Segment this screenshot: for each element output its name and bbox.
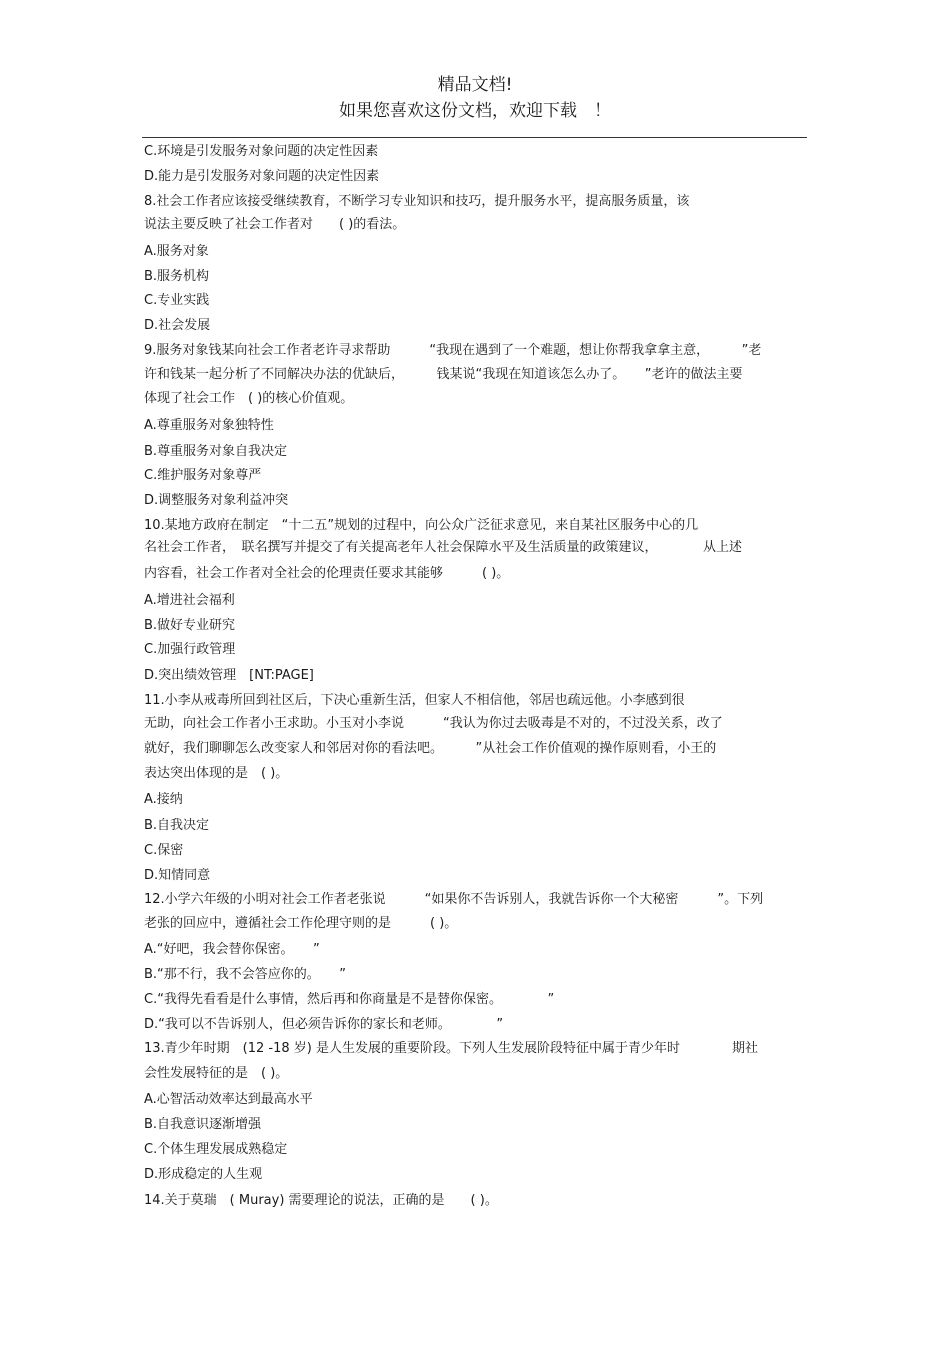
text-line: C.保密 <box>144 843 184 858</box>
text-line: A.接纳 <box>144 792 183 807</box>
text-line: 8.社会工作者应该接受继续教育，不断学习专业知识和技巧，提升服务水平，提高服务质量，该 <box>144 194 690 209</box>
text-line: C.加强行政管理 <box>144 642 236 657</box>
text-line: A.增进社会福利 <box>144 593 235 608</box>
header-subtitle: 如果您喜欢这份文档，欢迎下载 ！ <box>339 101 611 121</box>
text-line: 老张的回应中，遵循社会工作伦理守则的是 ( )。 <box>144 916 458 931</box>
text-line: C.环境是引发服务对象问题的决定性因素 <box>144 144 379 159</box>
text-line: 10.某地方政府在制定 “十二五”规划的过程中，向公众广泛征求意见，来自某社区服务中心的几 <box>144 518 699 533</box>
text-line: D.能力是引发服务对象问题的决定性因素 <box>144 169 380 184</box>
text-line: C.专业实践 <box>144 293 210 308</box>
text-line: D.知情同意 <box>144 868 211 883</box>
text-line: 14.关于莫瑞 ( Muray) 需要理论的说法，正确的是 ( )。 <box>144 1193 498 1208</box>
text-line: 无助，向社会工作者小王求助。小玉对小李说 “我认为你过去吸毒是不对的，不过没关系，改了 <box>144 716 723 731</box>
text-line: 就好，我们聊聊怎么改变家人和邻居对你的看法吧。 ”从社会工作价值观的操作原则看，小王的 <box>144 741 717 756</box>
text-line: 9.服务对象钱某向社会工作者老许寻求帮助 “我现在遇到了一个难题，想让你帮我拿拿主意， ”老 <box>144 343 762 358</box>
text-line: B.做好专业研究 <box>144 618 236 633</box>
text-line: A.心智活动效率达到最高水平 <box>144 1092 313 1107</box>
text-line: 名社会工作者， 联名撰写并提交了有关提高老年人社会保障水平及生活质量的政策建议， 从上述 <box>144 540 743 555</box>
text-line: 12.小学六年级的小明对社会工作者老张说 “如果你不告诉别人，我就告诉你一个大秘密 ”。下列 <box>144 892 764 907</box>
text-line: 11.小李从戒毒所回到社区后，下决心重新生活，但家人不相信他，邻居也疏远他。小李感到很 <box>144 693 685 708</box>
text-line: C.“我得先看看是什么事情，然后再和你商量是不是替你保密。 ” <box>144 992 555 1007</box>
text-line: B.尊重服务对象自我决定 <box>144 444 288 459</box>
text-line: D.“我可以不告诉别人，但必须告诉你的家长和老师。 ” <box>144 1017 504 1032</box>
text-line: 内容看，社会工作者对全社会的伦理责任要求其能够 ( )。 <box>144 566 510 581</box>
text-line: 许和钱某一起分析了不同解决办法的优缺后， 钱某说“我现在知道该怎么办了。 ”老许的做法主要 <box>144 367 743 382</box>
text-line: B.“那不行，我不会答应你的。 ” <box>144 967 347 982</box>
text-line: 说法主要反映了社会工作者对 ( )的看法。 <box>144 217 406 232</box>
text-line: B.自我意识逐渐增强 <box>144 1117 262 1132</box>
text-line: D.社会发展 <box>144 318 211 333</box>
header-title: 精品文档! <box>437 75 513 95</box>
text-line: C.个体生理发展成熟稳定 <box>144 1142 288 1157</box>
text-line: 表达突出体现的是 ( )。 <box>144 766 289 781</box>
text-line: A.“好吧，我会替你保密。 ” <box>144 942 320 957</box>
text-line: D.形成稳定的人生观 <box>144 1167 263 1182</box>
text-line: B.服务机构 <box>144 269 210 284</box>
text-line: 体现了社会工作 ( )的核心价值观。 <box>144 391 354 406</box>
text-line: A.尊重服务对象独特性 <box>144 418 274 433</box>
text-line: B.自我决定 <box>144 818 210 833</box>
text-line: A.服务对象 <box>144 244 209 259</box>
header-divider <box>142 137 807 138</box>
text-line: C.维护服务对象尊严 <box>144 468 262 483</box>
text-line: 会性发展特征的是 ( )。 <box>144 1066 289 1081</box>
text-line: D.突出绩效管理 [NT:PAGE] <box>144 668 314 683</box>
text-line: 13.青少年时期 (12 -18 岁) 是人生发展的重要阶段。下列人生发展阶段特征中属于青少年时 期社 <box>144 1041 758 1056</box>
text-line: D.调整服务对象利益冲突 <box>144 493 289 508</box>
